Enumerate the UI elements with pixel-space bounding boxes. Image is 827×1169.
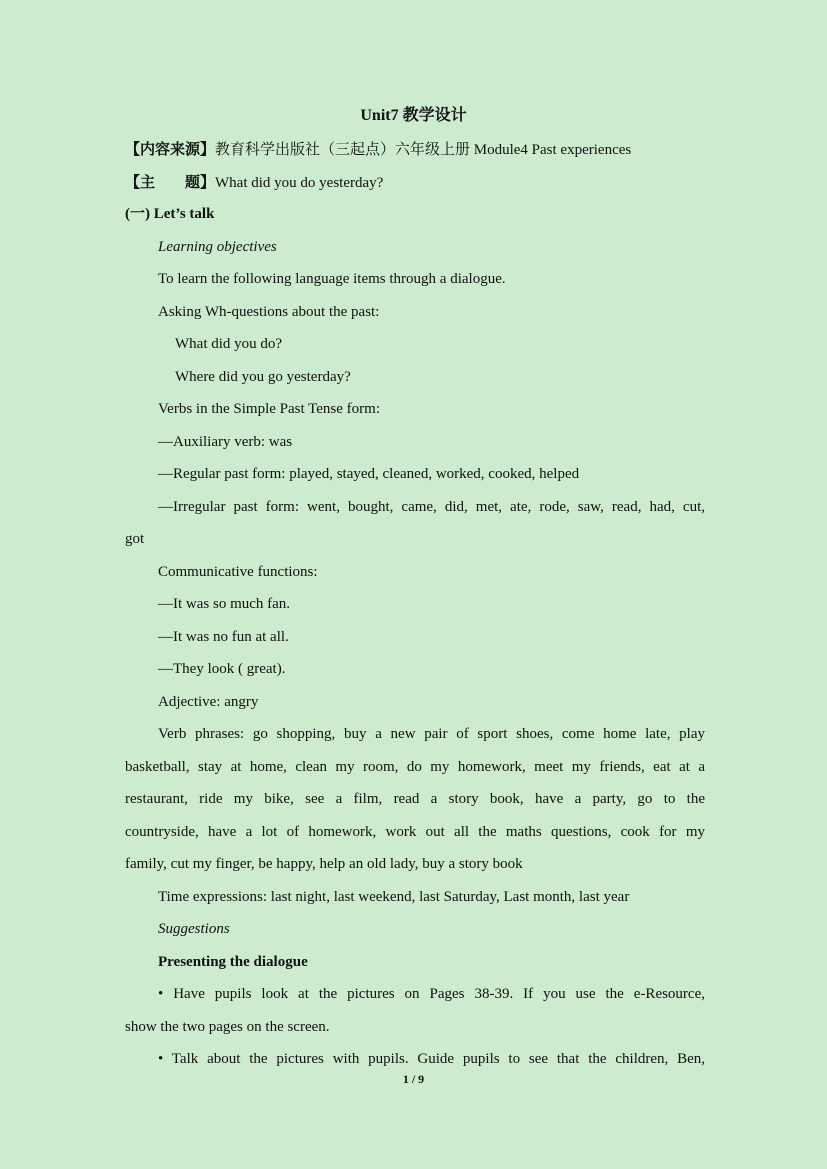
meta-source-value: 教育科学出版社（三起点）六年级上册 Module4 Past experiences <box>215 142 632 158</box>
document-title: Unit7 教学设计 <box>360 107 467 124</box>
text-line: Adjective: angry <box>158 694 259 710</box>
text-line: family, cut my finger, be happy, help an old lady, buy a story book <box>125 856 523 872</box>
text-line: —Auxiliary verb: was <box>158 434 293 450</box>
text-line: Where did you go yesterday? <box>175 369 351 385</box>
text-line: —Regular past form: played, stayed, cleaned, worked, cooked, helped <box>158 466 580 482</box>
meta-topic <box>125 172 705 193</box>
text-line: Communicative functions: <box>158 564 318 580</box>
text-line: Time expressions: last night, last weekend, last Saturday, Last month, last year <box>158 889 630 905</box>
text-line: restaurant, ride my bike, see a film, read a story book, have a party, go to the <box>125 791 705 807</box>
text-line: Verbs in the Simple Past Tense form: <box>158 401 380 417</box>
text-line: To learn the following language items through a dialogue. <box>158 271 506 287</box>
text-line: —It was no fun at all. <box>158 629 289 645</box>
meta-source <box>125 139 705 160</box>
text-line: got <box>125 531 145 547</box>
text-line: —It was so much fan. <box>158 596 291 612</box>
text-line: basketball, stay at home, clean my room, do my homework, meet my friends, eat at a <box>125 759 705 775</box>
text-line: • Have pupils look at the pictures on Pages 38-39. If you use the e-Resource, <box>158 986 705 1002</box>
text-line: • Talk about the pictures with pupils. Guide pupils to see that the children, Ben, <box>158 1051 705 1067</box>
page-number: 1 / 9 <box>402 1072 425 1086</box>
text-line: show the two pages on the screen. <box>125 1019 330 1035</box>
text-line: Verb phrases: go shopping, buy a new pair of sport shoes, come home late, play <box>158 726 705 742</box>
meta-source-label: 【内容来源】 <box>125 140 216 158</box>
meta-topic-value: What did you do yesterday? <box>215 175 384 191</box>
text-line: countryside, have a lot of homework, work out all the maths questions, cook for my <box>125 824 705 840</box>
text-line: What did you do? <box>175 336 283 352</box>
section-heading: (一) Let’s talk <box>125 206 215 222</box>
text-line: —They look ( great). <box>158 661 286 677</box>
subheading-suggestions: Suggestions <box>158 921 230 937</box>
text-line: —Irregular past form: went, bought, came, did, met, ate, rode, saw, read, had, cut, <box>158 499 705 515</box>
meta-topic-label: 【主 题】 <box>125 173 216 191</box>
subheading-objectives: Learning objectives <box>158 239 277 255</box>
text-line: Asking Wh-questions about the past: <box>158 304 380 320</box>
subheading-presenting: Presenting the dialogue <box>158 954 308 970</box>
